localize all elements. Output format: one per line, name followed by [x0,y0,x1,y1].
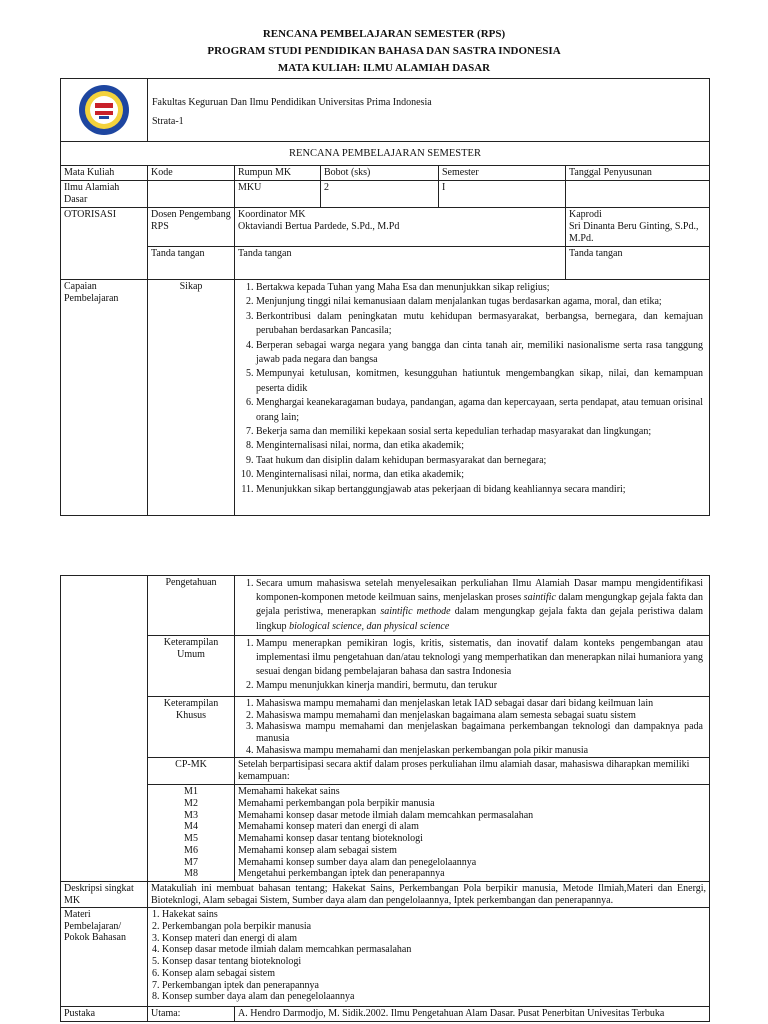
col-header-bobot: Bobot (sks) [321,166,439,181]
cpmk-text: Memahami konsep sumber daya alam dan penegelolaannya [238,856,477,868]
sikap-item: 11. Menunjukkan sikap bertanggungjawab atas pekerjaan di bidang keahliannya secara mandiri; [256,483,703,497]
cpmk-code: M4 [184,821,198,833]
course-bobot: 2 [321,181,439,208]
signature-koordinator: Tanda tangan [235,247,566,280]
dosen-pengembang-label: Dosen Pengembang RPS [148,208,235,247]
cpmk-code: M8 [184,868,198,880]
cpmk-texts [235,785,710,882]
materi-cell [148,908,710,1007]
course-tanggal [566,181,710,208]
keterampilan-khusus-item: 4. Mahasiswa mampu memahami dan menjelaskan perkembangan pola pikir manusia [256,745,703,757]
col-header-rumpun: Rumpun MK [235,166,321,181]
keterampilan-umum-list [238,637,703,694]
faculty-name: Fakultas Keguruan Dan Ilmu Pendidikan Universitas Prima Indonesia [152,96,432,108]
deskripsi-label: Deskripsi singkat MK [61,882,148,908]
cpmk-code: M7 [184,856,198,868]
otorisasi-label: OTORISASI [61,208,148,247]
cpmk-text: Memahami konsep dasar tentang bioteknologi [238,833,423,845]
deskripsi-text: Matakuliah ini membuat bahasan tentang; Hakekat Sains, Perkembangan Pola berpikir manusia, Metode Ilmiah,Materi dan Energi, Bioteknlogi, Alam sebagai Sistem, Sumber daya alam dan pengelolaannya, Iptek perkembangan dan penerapannya. [148,882,710,908]
sikap-item: 2. Menjunjung tinggi nilai kemanusiaan dalam menjalankan tugas berdasarkan agama, moral, dan etika; [256,295,703,309]
cpmk-label: CP-MK [148,758,235,785]
keterampilan-khusus-list [238,698,703,757]
study-level: Strata-1 [152,115,184,127]
col-header-semester: Semester [439,166,566,181]
sikap-item: 1. Bertakwa kepada Tuhan yang Maha Esa dan menunjukkan sikap religius; [256,281,703,295]
sikap-label: Sikap [148,280,235,516]
cpmk-text: Memahami hakekat sains [238,786,340,798]
university-logo [78,84,130,136]
university-seal-icon [78,84,130,136]
koordinator-name: Oktaviandi Bertua Pardede, S.Pd., M.Pd [238,221,400,232]
rps-table-page-1 [60,78,710,516]
col-header-kode: Kode [148,166,235,181]
institution-cell [148,79,710,142]
sikap-item: 7. Bekerja sama dan memiliki kepekaan sosial serta kepedulian terhadap masyarakat dan lingkungan; [256,425,703,439]
sikap-item: 9. Taat hukum dan disiplin dalam kehidupan bermasyarakat dan bernegara; [256,454,703,468]
materi-item: 5. Konsep dasar tentang bioteknologi [162,956,706,968]
cpmk-text: Mengetahui perkembangan iptek dan penerapannya [238,868,445,880]
sikap-item: 3. Berkontribusi dalam peningkatan mutu kehidupan bermasyarakat, berbangsa, bernegara, dan kemajuan perubahan berdasarkan Pancasila; [256,310,703,339]
pengetahuan-label: Pengetahuan [148,576,235,636]
sikap-list-cell [235,280,710,516]
course-name: Ilmu Alamiah Dasar [61,181,148,208]
rps-table-page-2 [60,575,710,1022]
doc-title-3: MATA KULIAH: ILMU ALAMIAH DASAR [277,62,491,74]
cpmk-codes [148,785,235,882]
keterampilan-umum-item: 2. Mampu menunjukkan kinerja mandiri, bermutu, dan terukur [256,679,703,693]
doc-title-2: PROGRAM STUDI PENDIDIKAN BAHASA DAN SASTRA INDONESIA [207,45,561,57]
blank-left-2 [61,635,148,696]
materi-item: 4. Konsep dasar metode ilmiah dalam memcahkan permasalahan [162,944,706,956]
logo-cell [61,79,148,142]
blank-left-5 [61,785,148,882]
keterampilan-umum-label: Keterampilan Umum [148,635,235,696]
pengetahuan-list [238,577,703,634]
sikap-item: 6. Menghargai keanekaragaman budaya, pandangan, agama dan kepercayaan, serta pendapat, atau temuan orisinal orang lain; [256,396,703,425]
signature-kaprodi: Tanda tangan [566,247,710,280]
pustaka-label: Pustaka [61,1007,148,1022]
materi-item: 7. Perkembangan iptek dan penerapannya [162,980,706,992]
materi-item: 1. Hakekat sains [162,909,706,921]
materi-item: 3. Konsep materi dan energi di alam [162,933,706,945]
kaprodi-name: Sri Dinanta Beru Ginting, S.Pd., M.Pd. [569,221,699,244]
cpmk-code: M3 [184,809,198,821]
blank-left-3 [61,696,148,758]
capaian-label: Capaian Pembelajaran [61,280,148,516]
pustaka-utama-label: Utama: [148,1007,235,1022]
cpmk-text: Memahami konsep materi dan energi di alam [238,821,419,833]
col-header-mata-kuliah: Mata Kuliah [61,166,148,181]
doc-title-1: RENCANA PEMBELAJARAN SEMESTER (RPS) [262,28,506,40]
materi-item: 2. Perkembangan pola berpikir manusia [162,921,706,933]
cpmk-code: M1 [184,786,198,798]
keterampilan-umum-cell [235,635,710,696]
col-header-tanggal: Tanggal Penyusunan [566,166,710,181]
cpmk-code: M6 [184,844,198,856]
materi-item: 8. Konsep sumber daya alam dan penegelolaannya [162,991,706,1003]
keterampilan-khusus-item: 2. Mahasiswa mampu memahami dan menjelaskan bagaimana alam semesta sebagai suatu sistem [256,710,703,722]
sikap-item: 10. Menginternalisasi nilai, norma, dan etika akademik; [256,468,703,482]
section-title: RENCANA PEMBELAJARAN SEMESTER [61,142,710,166]
sikap-item: 4. Berperan sebagai warga negara yang bangga dan cinta tanah air, memiliki nasionalisme serta rasa tanggung jawab pada negara dan bangsa [256,339,703,368]
sikap-item: 5. Mempunyai ketulusan, komitmen, kesungguhan hatiuntuk mengembangkan sikap, nilai, dan kemampuan peserta didik [256,367,703,396]
cpmk-intro: Setelah berpartisipasi secara aktif dalam proses perkuliahan ilmu alamiah dasar, mahasiswa diharapkan memiliki kemampuan: [235,758,710,785]
pengetahuan-item: 1. Secara umum mahasiswa setelah menyelesaikan perkuliahan Ilmu Alamiah Dasar mampu mengidentifikasi komponen-komponen metode keilmuan sains, menjelaskan proses saintific dalam mengungkap gejala fakta dan gejala peristiwa, menerapkan saintific methode dalam mengungkap gejala fakta dan gejala peristiwa dalam lingkup biological science, dan physical science [256,577,703,634]
signature-dosen: Tanda tangan [148,247,235,280]
sikap-item: 8. Menginternalisasi nilai, norma, dan etika akademik; [256,439,703,453]
cpmk-text: Memahami konsep alam sebagai sistem [238,844,397,856]
materi-list [148,909,706,1003]
koordinator-cell [235,208,566,247]
cpmk-code: M5 [184,833,198,845]
materi-item: 6. Konsep alam sebagai sistem [162,968,706,980]
blank-left-1 [61,576,148,636]
otorisasi-blank [61,247,148,280]
keterampilan-khusus-item: 3. Mahasiswa mampu memahami dan menjelaskan bagaimana perkembangan teknologi dan dampaknya pada manusia [256,721,703,744]
cpmk-code: M2 [184,798,198,810]
course-semester: I [439,181,566,208]
keterampilan-khusus-label: Keterampilan Khusus [148,696,235,758]
koordinator-label: Koordinator MK [238,209,306,220]
sikap-list [238,281,703,497]
blank-left-4 [61,758,148,785]
course-kode [148,181,235,208]
cpmk-text: Memahami perkembangan pola berpikir manusia [238,798,435,810]
keterampilan-khusus-cell [235,696,710,758]
keterampilan-umum-item: 1. Mampu menerapkan pemikiran logis, kritis, sistematis, dan inovatif dalam konteks pengembangan atau implementasi ilmu pengetahuan dan/atau teknologi yang memperhatikan dan menerapkan nilai humaniora yang sesuai dengan bidang pembelajaran bahasa dan sastra Indonesia [256,637,703,680]
pengetahuan-cell [235,576,710,636]
course-rumpun: MKU [235,181,321,208]
materi-label: Materi Pembelajaran/ Pokok Bahasan [61,908,148,1007]
kaprodi-cell [566,208,710,247]
keterampilan-khusus-item: 1. Mahasiswa mampu memahami dan menjelaskan letak IAD sebagai dasar dari bidang keilmuan lain [256,698,703,710]
kaprodi-label: Kaprodi [569,209,602,220]
pustaka-item-a: A. Hendro Darmodjo, M. Sidik.2002. Ilmu Pengetahuan Alam Dasar. Pusat Penerbitan Univesitas Terbuka [235,1007,710,1022]
cpmk-text: Memahami konsep dasar metode ilmiah dalam memcahkan permasalahan [238,809,534,821]
